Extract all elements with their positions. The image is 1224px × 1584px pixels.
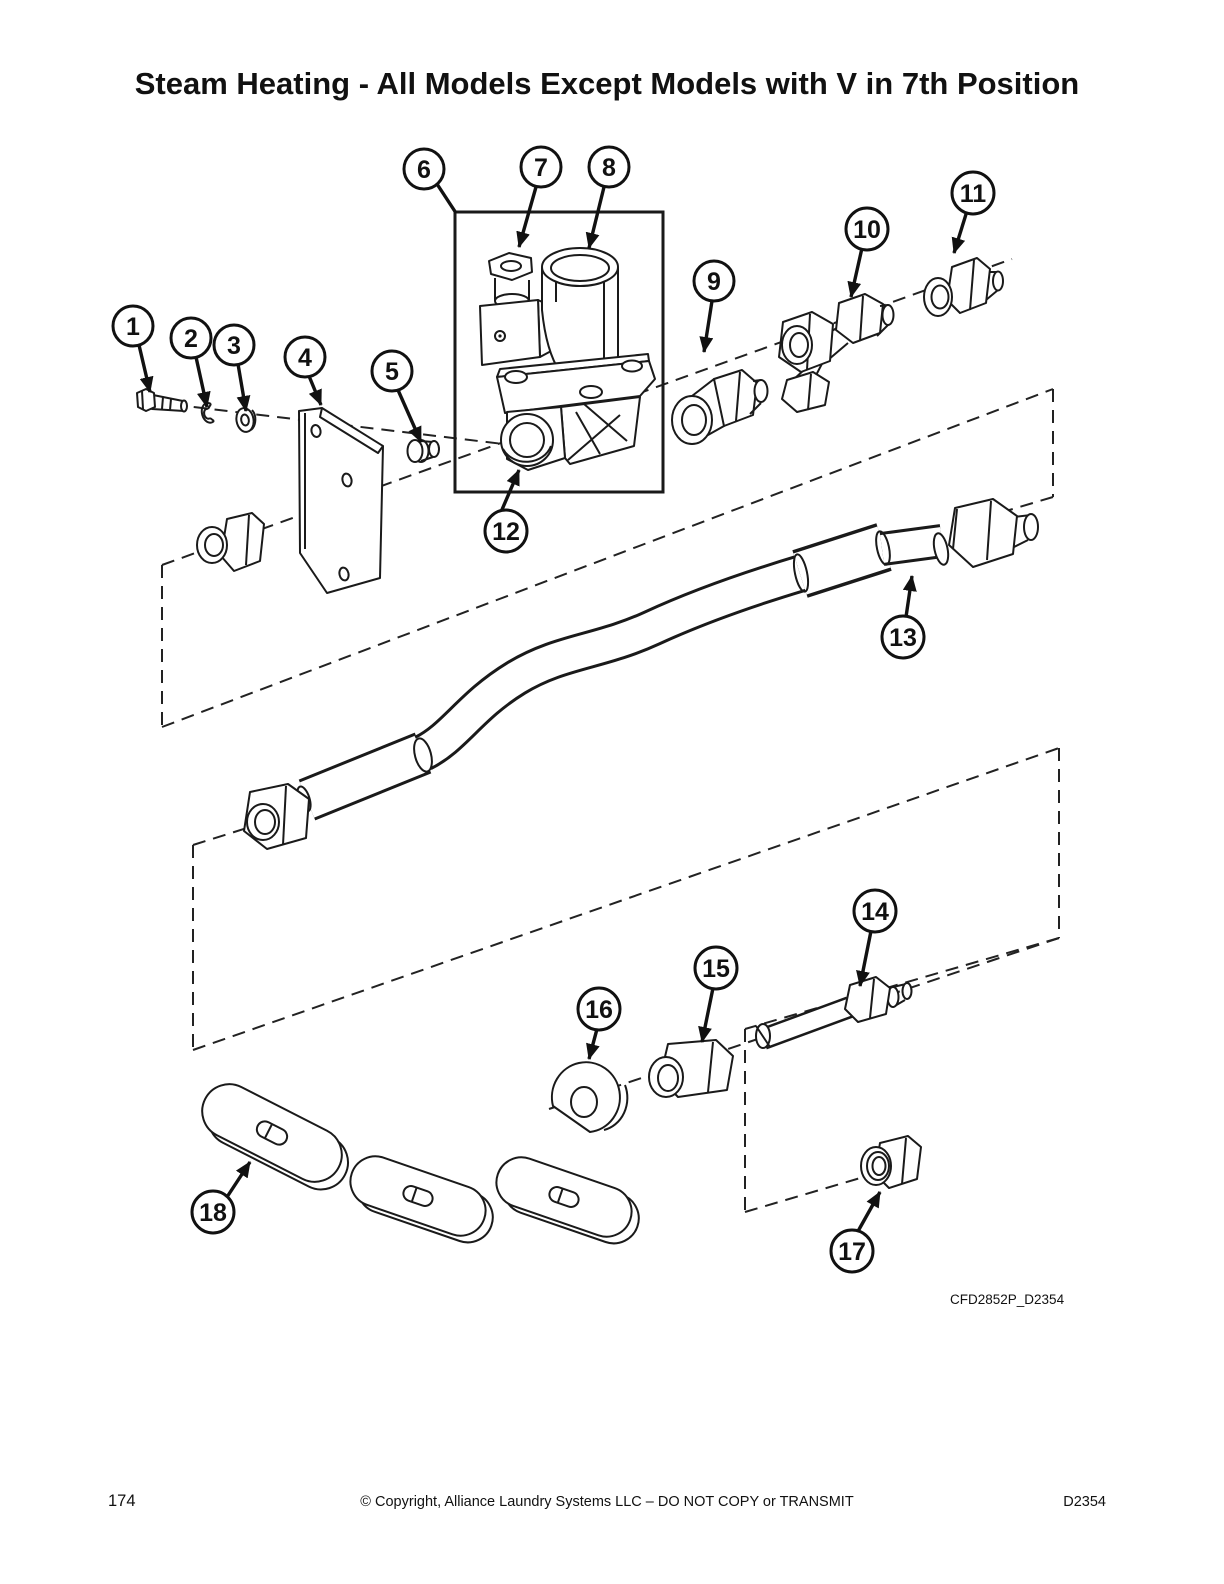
callout-9-label: 9 bbox=[707, 268, 721, 296]
diagram-code: CFD2852P_D2354 bbox=[950, 1292, 1065, 1307]
footer-copyright: © Copyright, Alliance Laundry Systems LLC – DO NOT COPY or TRANSMIT bbox=[360, 1494, 854, 1510]
callout-8-label: 8 bbox=[602, 154, 616, 182]
part-hex-bolt bbox=[137, 389, 187, 412]
part-hex-cap bbox=[861, 1136, 921, 1188]
callout-6-label: 6 bbox=[417, 156, 431, 184]
callout-14 bbox=[854, 890, 896, 932]
callout-11-label: 11 bbox=[959, 180, 987, 208]
part-hole-plug bbox=[191, 1075, 359, 1199]
part-clamp-disc bbox=[552, 1062, 627, 1132]
part-y-strainer bbox=[779, 294, 894, 412]
callout-14-label: 14 bbox=[861, 898, 889, 926]
callout-16-label: 16 bbox=[585, 996, 613, 1024]
callout-15 bbox=[695, 947, 737, 989]
footer-doc-number: D2354 bbox=[1063, 1494, 1106, 1510]
callout-10-label: 10 bbox=[853, 216, 881, 244]
callout-1-label: 1 bbox=[126, 313, 140, 341]
callout-7 bbox=[521, 147, 561, 187]
callout-9 bbox=[694, 261, 734, 301]
callout-2-label: 2 bbox=[184, 325, 198, 353]
callout-15-label: 15 bbox=[702, 955, 730, 983]
part-hex-nipple bbox=[924, 258, 1003, 316]
part-left-hex-fitting bbox=[197, 513, 264, 571]
callout-18-label: 18 bbox=[199, 1199, 227, 1227]
part-pipe-nipple bbox=[756, 977, 912, 1048]
page-title: Steam Heating - All Models Except Models with V in 7th Position bbox=[134, 66, 1080, 101]
callout-10 bbox=[846, 208, 888, 250]
part-valve-body bbox=[497, 354, 655, 470]
part-mounting-bracket bbox=[299, 408, 383, 593]
callout-13-label: 13 bbox=[889, 624, 917, 652]
callout-7-label: 7 bbox=[534, 154, 548, 182]
callout-11 bbox=[952, 172, 994, 214]
part-grommet bbox=[408, 440, 440, 462]
footer-page-number: 174 bbox=[108, 1492, 136, 1510]
callout-8 bbox=[589, 147, 629, 187]
part-hex-coupling bbox=[649, 1040, 733, 1097]
callout-2 bbox=[171, 318, 211, 358]
part-hole-plug bbox=[342, 1150, 500, 1250]
callout-3-label: 3 bbox=[227, 332, 241, 360]
callout-17-label: 17 bbox=[838, 1238, 866, 1266]
callout-12 bbox=[485, 510, 527, 552]
callout-17 bbox=[831, 1230, 873, 1272]
callout-5 bbox=[372, 351, 412, 391]
callout-16 bbox=[578, 988, 620, 1030]
callout-4 bbox=[285, 337, 325, 377]
callout-4-label: 4 bbox=[298, 344, 312, 372]
callout-13 bbox=[882, 616, 924, 658]
callout-1 bbox=[113, 306, 153, 346]
part-hole-plug bbox=[488, 1151, 646, 1251]
callout-3 bbox=[214, 325, 254, 365]
callout-6 bbox=[404, 149, 444, 189]
callout-5-label: 5 bbox=[385, 358, 399, 386]
callout-12-label: 12 bbox=[492, 518, 520, 546]
callout-18 bbox=[192, 1191, 234, 1233]
part-union-fitting bbox=[672, 370, 768, 444]
